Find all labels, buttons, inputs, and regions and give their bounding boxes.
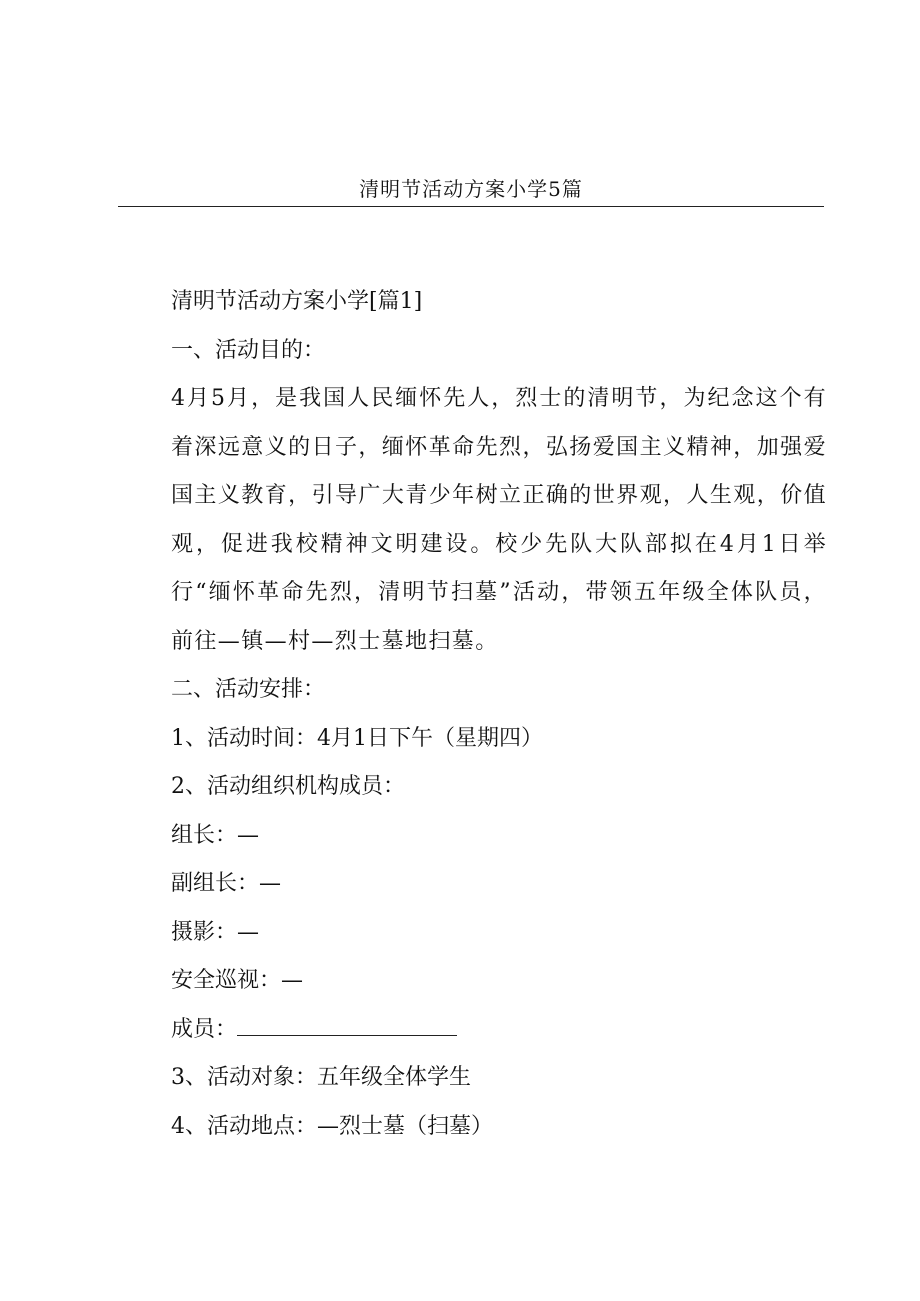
photography-line: 摄影：—	[171, 919, 260, 945]
section-heading-arrangement: 二、活动安排：	[171, 677, 326, 702]
list-item-target: 3、活动对象：五年级全体学生	[171, 1065, 471, 1090]
safety-patrol-line: 安全巡视：—	[171, 968, 304, 993]
article-subtitle: 清明节活动方案小学[篇1]	[171, 289, 423, 314]
list-item-location: 4、活动地点：—烈士墓（扫墓）	[171, 1113, 493, 1139]
members-blank	[237, 1009, 457, 1036]
members-line	[171, 1006, 827, 1055]
list-item-time: 1、活动时间：4月1日下午（星期四）	[171, 725, 543, 751]
leader-line: 组长：—	[171, 822, 260, 848]
page-header	[118, 172, 824, 207]
document-title: 清明节活动方案小学5篇	[359, 177, 583, 201]
list-item-organization: 2、活动组织机构成员：	[171, 774, 405, 799]
vice-leader-line: 副组长：—	[171, 871, 282, 896]
members-label: 成员：	[171, 1016, 238, 1042]
purpose-paragraph: 4月5月，是我国人民缅怀先人，烈士的清明节，为纪念这个有着深远意义的日子，缅怀革命先烈，弘扬爱国主义精神，加强爱国主义教育，引导广大青少年树立正确的世界观，人生观，价值观，促进我校精神文明建设。校少先队大队部拟在4月1日举行“缅怀革命先烈，清明节扫墓”活动，带领五年级全体队员，前往—镇—村—烈士墓地扫墓。	[171, 386, 827, 654]
document-body	[171, 278, 827, 1151]
section-heading-purpose: 一、活动目的：	[171, 337, 326, 363]
